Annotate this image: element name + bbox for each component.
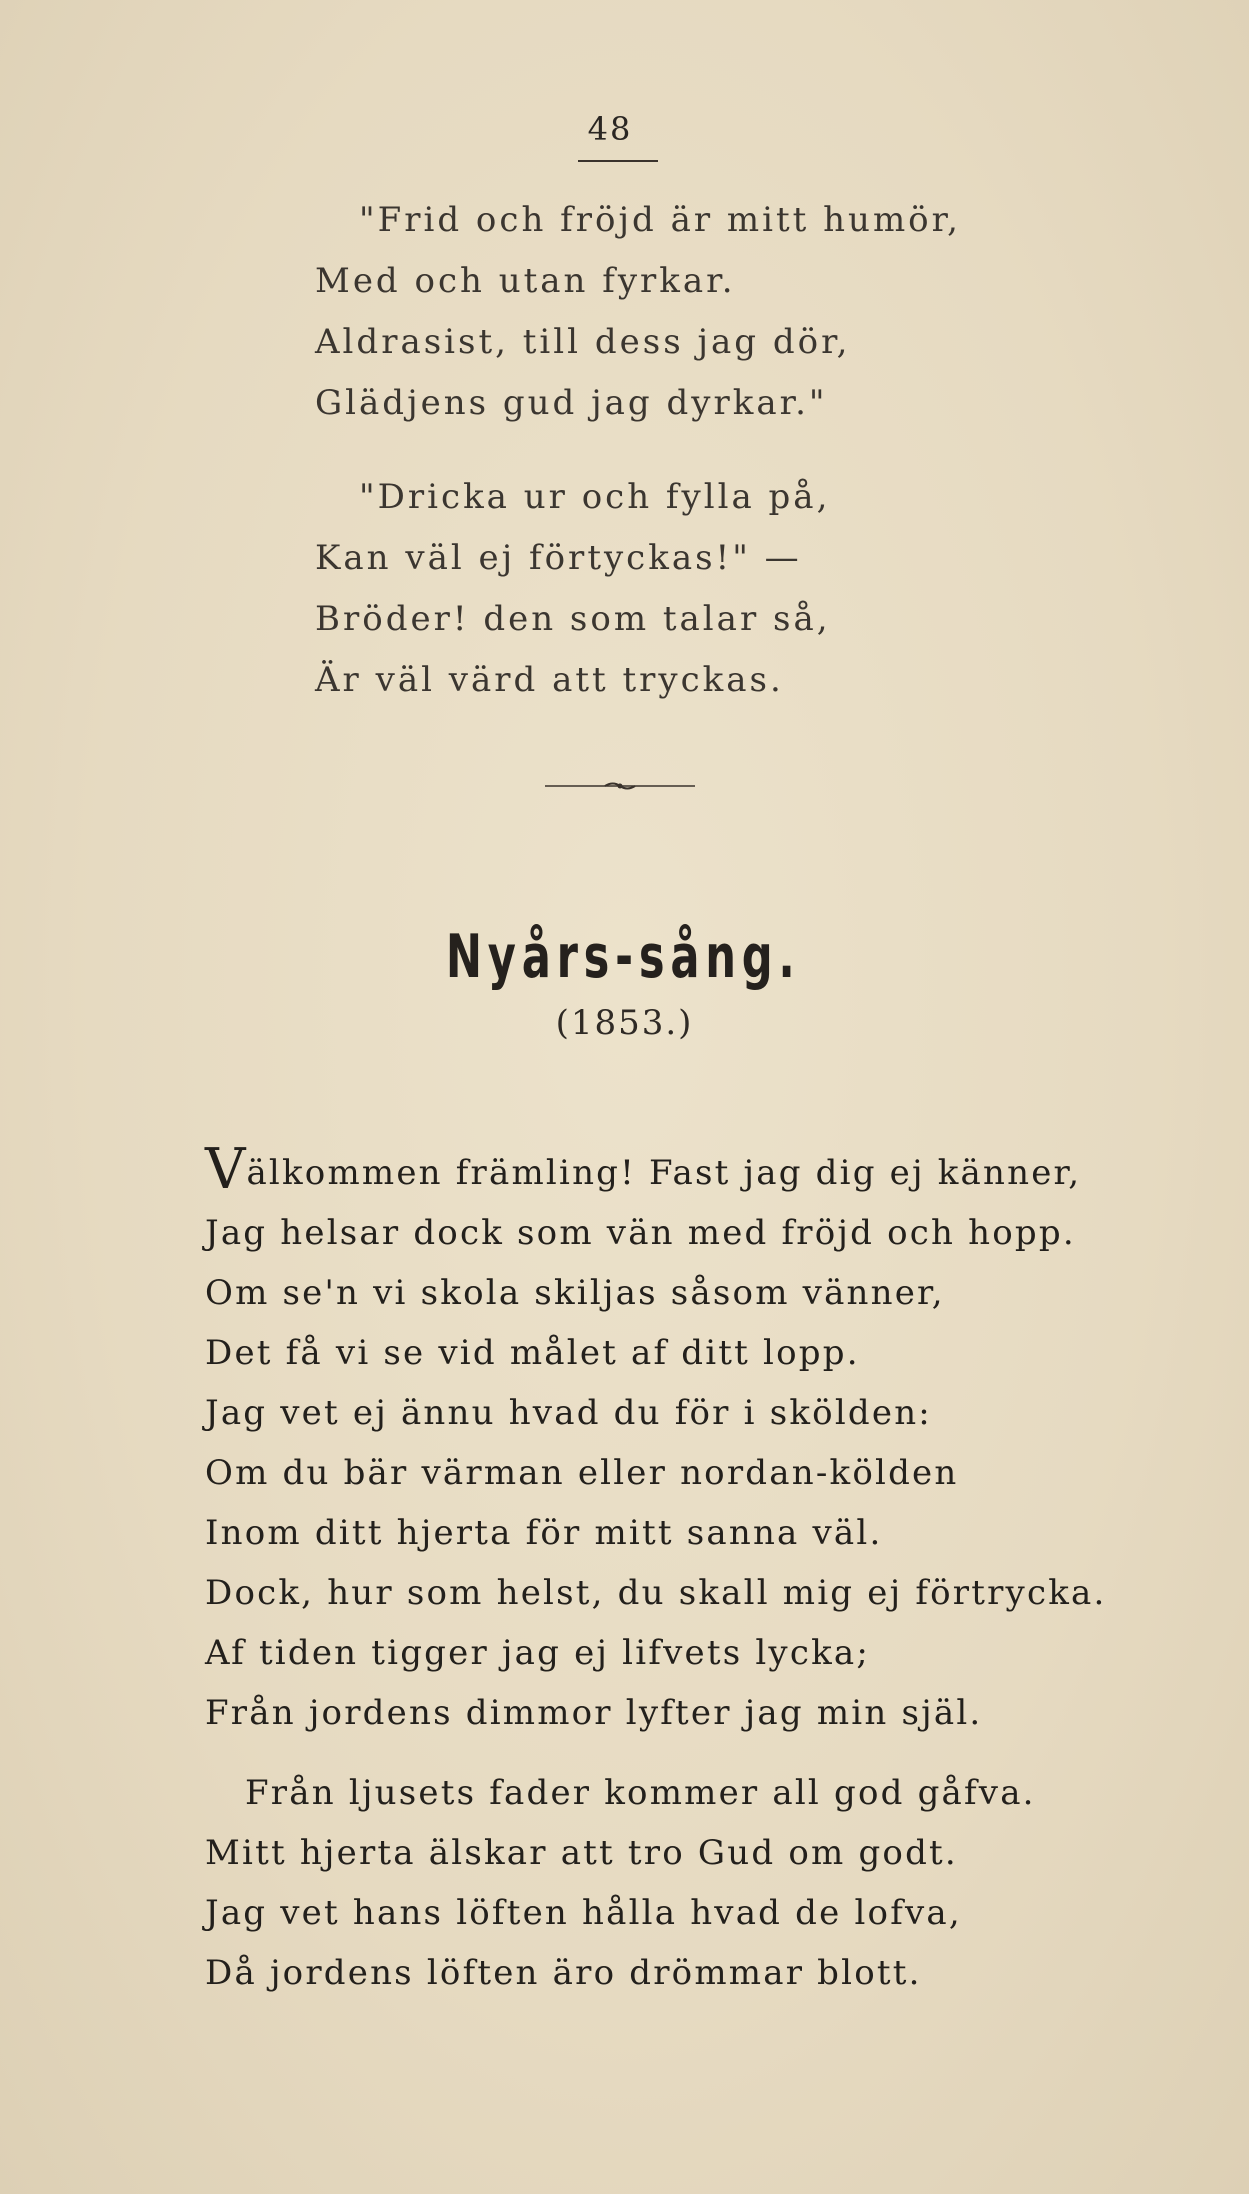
poem-line: Det få vi se vid målet af ditt lopp.	[205, 1333, 860, 1373]
poem-line: "Dricka ur och fylla på,	[359, 477, 831, 517]
poem-line-text: älkommen främling! Fast jag dig ej känner,	[246, 1153, 1082, 1193]
second-poem-stanza-2	[205, 1763, 1036, 2003]
poem-line: Jag helsar dock som vän med fröjd och hopp.	[205, 1213, 1076, 1253]
drop-initial: V	[205, 1137, 246, 1202]
first-poem-stanza-2	[315, 467, 831, 711]
page-number-rule	[578, 160, 658, 162]
poem-line: Glädjens gud jag dyrkar."	[315, 383, 828, 423]
poem-line: Inom ditt hjerta för mitt sanna väl.	[205, 1513, 883, 1553]
poem-line: Af tiden tigger jag ej lifvets lycka;	[205, 1633, 871, 1673]
poem-line: Jag vet hans löften hålla hvad de lofva,	[205, 1893, 962, 1933]
poem-line: Då jordens löften äro drömmar blott.	[205, 1953, 922, 1993]
poem-line: Mitt hjerta älskar att tro Gud om godt.	[205, 1833, 958, 1873]
poem-line: Är väl värd att tryckas.	[315, 660, 784, 700]
second-poem-stanza-1	[205, 1137, 1107, 1743]
poem-line: Från ljusets fader kommer all god gåfva.	[245, 1773, 1036, 1813]
poem-line: Jag vet ej ännu hvad du för i skölden:	[205, 1393, 932, 1433]
poem-line: "Frid och fröjd är mitt humör,	[359, 200, 961, 240]
poem-line: Från jordens dimmor lyfter jag min själ.	[205, 1693, 983, 1733]
poem-line: Dock, hur som helst, du skall mig ej förtrycka.	[205, 1573, 1107, 1613]
poem-title: Nyårs-sång.	[445, 922, 801, 992]
poem-line: Om se'n vi skola skiljas såsom vänner,	[205, 1273, 945, 1313]
poem-line: Med och utan fyrkar.	[315, 261, 736, 301]
poem-line-first	[205, 1137, 1107, 1203]
poem-line: Aldrasist, till dess jag dör,	[315, 322, 851, 362]
poem-line: Bröder! den som talar så,	[315, 599, 831, 639]
first-poem-stanza-1	[315, 190, 961, 434]
poem-line: Om du bär värman eller nordan-kölden	[205, 1453, 959, 1493]
section-divider-ornament	[545, 778, 695, 794]
poem-line: Kan väl ej förtyckas!" —	[315, 538, 802, 578]
poem-year: (1853.)	[555, 1003, 694, 1043]
page-number: 48	[587, 110, 633, 148]
